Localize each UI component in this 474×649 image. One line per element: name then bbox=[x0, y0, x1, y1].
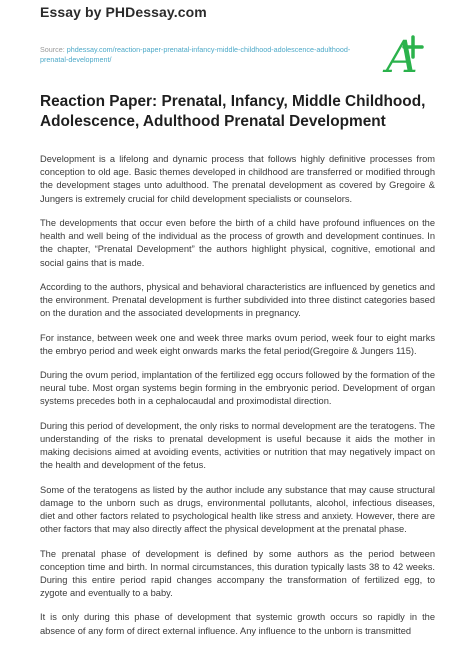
article-title: Reaction Paper: Prenatal, Infancy, Middle Childhood, Adolescence, Adulthood Prenatal Development bbox=[40, 93, 426, 130]
paragraph: The prenatal phase of development is defined by some authors as the period between conception time and birth. In normal circumstances, this duration typically lasts 38 to 42 weeks. During this entire period rapid changes accompany the transformation of fertilized egg, to zygote and eventually to a baby. bbox=[40, 548, 435, 599]
paragraph: During the ovum period, implantation of the fertilized egg occurs followed by the formation of the neural tube. Most organ systems begin forming in the embryonic period. Development of organ systems precedes both in a cephalocaudal and proximodistal direction. bbox=[40, 370, 435, 407]
source-link[interactable]: phdessay.com/reaction-paper-prenatal-infancy-middle-childhood-adolescence-adulthood-prenatal-development/ bbox=[40, 45, 351, 64]
paragraph: According to the authors, physical and behavioral characteristics are influenced by genetics and the environment. Prenatal development is further subdivided into three distinct categories based on the duration and the associated developments in pregnancy. bbox=[40, 281, 435, 319]
paragraph: The developments that occur even before the birth of a child have profound influences on the health and well being of the individual as the process of growth and development continues. In the chapter, “Prenatal Development” the authors highlight physical, cognitive, emotional and social gains that is made. bbox=[40, 217, 435, 268]
article-body bbox=[40, 153, 435, 649]
paragraph: It is only during this phase of development that systemic growth occurs so rapidly in the absence of any form of direct external influence. Any influence to the unborn is transmitted bbox=[40, 612, 435, 636]
paragraph: Some of the teratogens as listed by the author include any substance that may cause structural damage to the unborn such as drugs, environmental pollutants, alcohol, infectious diseases, diet and other factors related to psychological health like stress and anxiety. However, there are other factors that may also directly affect the physical development at the prenatal phase. bbox=[40, 484, 435, 535]
paragraph: For instance, between week one and week three marks ovum period, week four to eight marks the embryo period and week eight onwards marks the fetal period(Gregoire & Jungers 115). bbox=[40, 332, 435, 356]
site-brand[interactable]: Essay by PHDessay.com bbox=[40, 4, 207, 20]
paragraph: During this period of development, the only risks to normal development are the teratogens. The understanding of the risks to prenatal development is useful because it aids the mother in making decisions aimed at avoiding events, activities or nutrition that may negatively impact on the health and development of the fetus. bbox=[40, 420, 435, 471]
a-plus-logo-icon bbox=[380, 27, 430, 83]
source-line bbox=[40, 45, 370, 65]
svg-text:A: A bbox=[386, 32, 418, 83]
source-label: Source: bbox=[40, 45, 67, 54]
paragraph: Development is a lifelong and dynamic process that follows highly definitive processes from conception to old age. Basic themes developed in childhood are transferred or modified through the development stages unto adulthood. The prenatal development as covered by Gregoire & Jungers is extremely crucial for child development specialists or counselors. bbox=[40, 154, 435, 204]
